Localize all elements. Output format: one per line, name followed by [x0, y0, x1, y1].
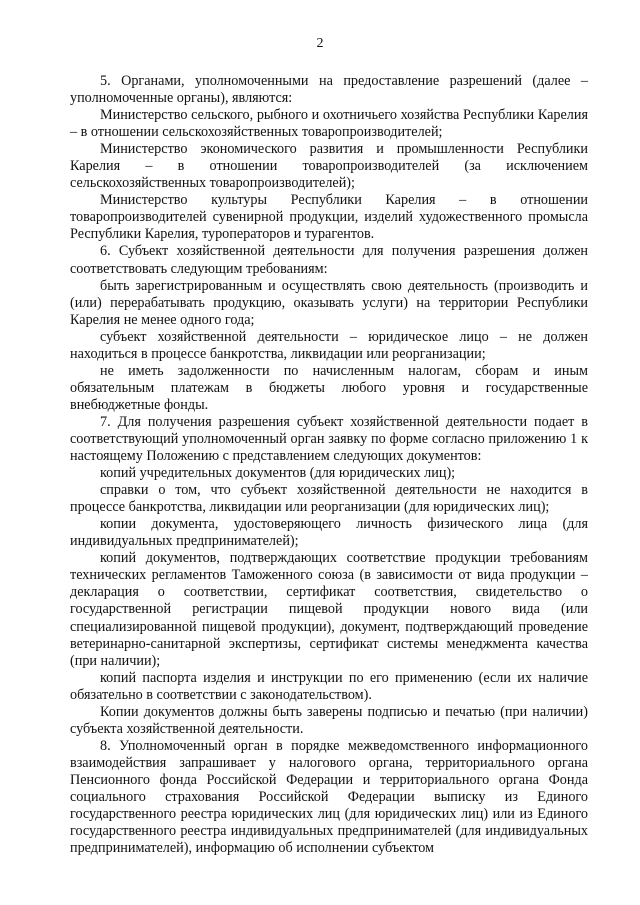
paragraph-doc-identity: копии документа, удостоверяющего личность физического лица (для индивидуальных предпринимателей);	[70, 516, 588, 550]
paragraph-doc-conformity: копий документов, подтверждающих соответствие продукции требованиям технических регламентов Таможенного союза (в зависимости от вида продукции – декларация о соответствии, сертификат соответствия, свидетельство о государственной регистрации пищевой продукции нового вида (или специализированной пищевой продукции), документ, подтверждающий проведение ветеринарно-санитарной экспертизы, сертификат системы менеджмента качества (при наличии);	[70, 550, 588, 669]
paragraph-copies-certified: Копии документов должны быть заверены подписью и печатью (при наличии) субъекта хозяйственной деятельности.	[70, 703, 588, 737]
paragraph-7-intro: 7. Для получения разрешения субъект хозяйственной деятельности подает в соответствующий уполномоченный орган заявку по форме согласно приложению 1 к настоящему Положению с представлением следующих документов:	[70, 413, 588, 465]
paragraph-requirement-registration: быть зарегистрированным и осуществлять свою деятельность (производить и (или) перерабатывать продукцию, оказывать услуги) на территории Республики Карелия не менее одного года;	[70, 277, 588, 328]
paragraph-ministry-culture: Министерство культуры Республики Карелия – в отношении товаропроизводителей сувенирной продукции, изделий художественного промысла Республики Карелия, туроператоров и турагентов.	[70, 192, 588, 243]
paragraph-ministry-agriculture: Министерство сельского, рыбного и охотничьего хозяйства Республики Карелия – в отношении сельскохозяйственных товаропроизводителей;	[70, 107, 588, 141]
paragraph-requirement-debts: не иметь задолженности по начисленным налогам, сборам и иным обязательным платежам в бюджеты любого уровня и государственные внебюджетные фонды.	[70, 362, 588, 413]
paragraph-ministry-economy: Министерство экономического развития и промышленности Республики Карелия – в отношении товаропроизводителей (за исключением сельскохозяйственных товаропроизводителей);	[70, 141, 588, 192]
paragraph-doc-founding: копий учредительных документов (для юридических лиц);	[100, 465, 456, 482]
paragraph-5-intro: 5. Органами, уполномоченными на предоставление разрешений (далее – уполномоченные органы), являются:	[70, 73, 588, 107]
page-number: 2	[316, 36, 324, 51]
paragraph-doc-passport: копий паспорта изделия и инструкции по его применению (если их наличие обязательно в соответствии с законодательством).	[70, 669, 588, 703]
document-body	[70, 73, 588, 857]
paragraph-doc-certificate: справки о том, что субъект хозяйственной деятельности не находится в процессе банкротства, ликвидации или реорганизации (для юридических лиц);	[70, 482, 588, 516]
paragraph-requirement-bankruptcy: субъект хозяйственной деятельности – юридическое лицо – не должен находиться в процессе банкротства, ликвидации или реорганизации;	[70, 328, 588, 362]
paragraph-6-intro: 6. Субъект хозяйственной деятельности для получения разрешения должен соответствовать следующим требованиям:	[70, 243, 588, 277]
paragraph-8-intro: 8. Уполномоченный орган в порядке межведомственного информационного взаимодействия запрашивает у налогового органа, территориального органа Пенсионного фонда Российской Федерации и территориального органа Фонда социального страхования Российской Федерации выписку из Единого государственного реестра юридических лиц (для юридических лиц) или из Единого государственного реестра индивидуальных предпринимателей (для индивидуальных предпринимателей), информацию об исполнении субъектом	[70, 737, 588, 857]
